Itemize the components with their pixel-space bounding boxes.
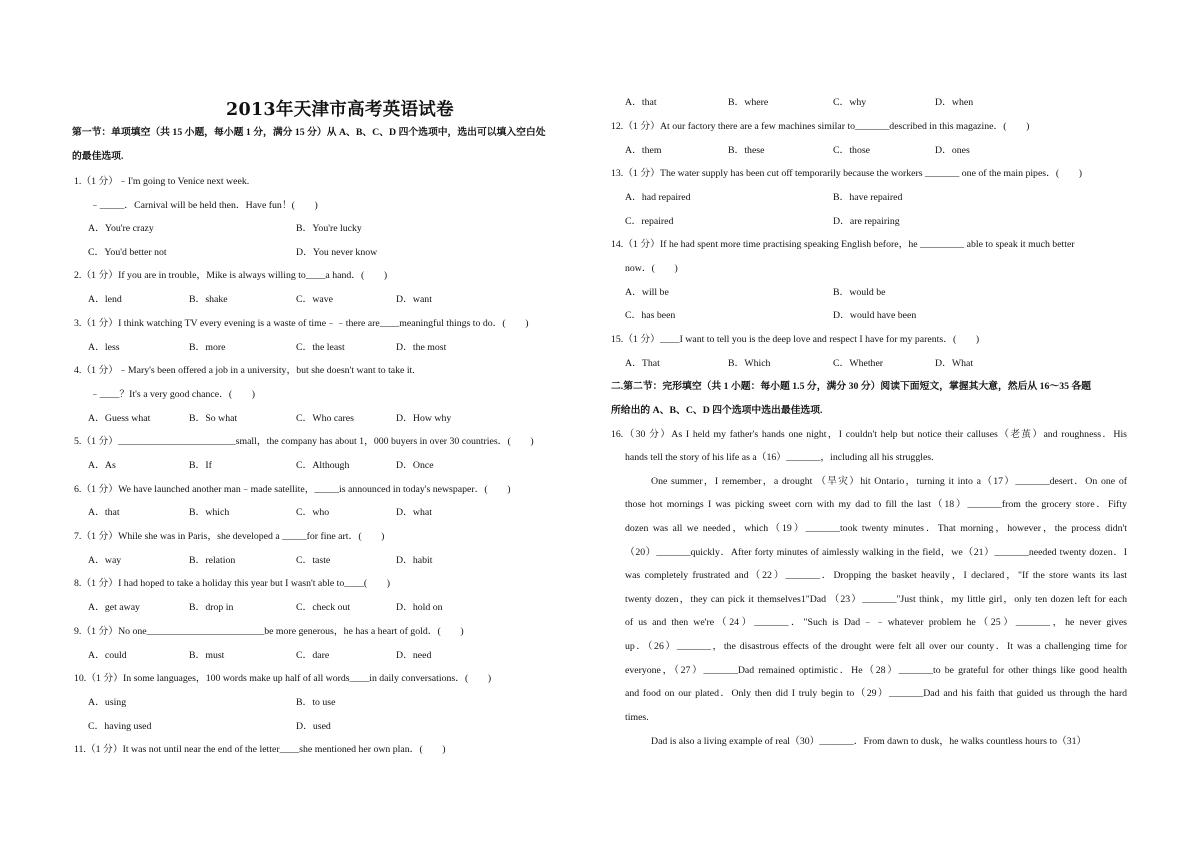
section1-instructions-cont: 的最佳选项. bbox=[72, 151, 124, 162]
question-6-option-a[interactable]: A．that bbox=[88, 507, 120, 518]
question-2-option-b[interactable]: B．shake bbox=[189, 294, 228, 305]
question-2-option-a[interactable]: A．lend bbox=[88, 294, 122, 305]
question-2-option-d[interactable]: D．want bbox=[396, 294, 432, 305]
question-1-option-c[interactable]: C．You'd better not bbox=[88, 247, 167, 258]
question-15-stem: 15.（1 分）____I want to tell you is the deep love and respect I have for my parents．( ) bbox=[611, 334, 980, 345]
question-5-option-b[interactable]: B．If bbox=[189, 460, 212, 471]
question-1-option-b[interactable]: B．You're lucky bbox=[296, 223, 362, 234]
question-8-option-a[interactable]: A．get away bbox=[88, 602, 140, 613]
question-9-option-a[interactable]: A．could bbox=[88, 650, 127, 661]
question-5-option-c[interactable]: C．Although bbox=[296, 460, 350, 471]
question-14-option-b[interactable]: B．would be bbox=[833, 287, 886, 298]
section1-instructions: 第一节：单项填空（共 15 小题，每小题 1 分，满分 15 分）从 A、B、C、D 四个选项中，选出可以填入空白处 bbox=[72, 127, 546, 138]
question-7-option-d[interactable]: D．habit bbox=[396, 555, 433, 566]
passage-line: everyone，（27）_______Dad remained optimistic．He（28）_______to be grateful for other things like good health bbox=[625, 665, 1127, 676]
question-1-stem-line2: ﹣_____．Carnival will be held then．Have fun！( ) bbox=[90, 200, 318, 211]
passage-line: was completely frustrated and（22）_______．Dropping the basket heavily，I declared，"If the store wants its last bbox=[625, 570, 1127, 581]
passage-line: twenty dozen，they can pick it themselves1"Dad （23）_______"Just think，my little girl，only ten dozen left for each bbox=[625, 594, 1127, 605]
question-14-option-d[interactable]: D．would have been bbox=[833, 310, 917, 321]
question-14-option-c[interactable]: C．has been bbox=[625, 310, 676, 321]
question-13-option-c[interactable]: C．repaired bbox=[625, 216, 674, 227]
question-4-option-a[interactable]: A．Guess what bbox=[88, 413, 151, 424]
question-3-stem: 3.（1 分）I think watching TV every evening is a waste of time﹣﹣there are____meaningful things to do．( ) bbox=[74, 318, 529, 329]
passage-line: and food on our plated．Only then did I truly begin to（29）_______Dad and his faith that guided us through the hard bbox=[625, 688, 1127, 699]
question-4-option-c[interactable]: C．Who cares bbox=[296, 413, 354, 424]
question-5-stem: 5.（1 分）________________________small，the company has about 1，000 buyers in over 30 countries．( ) bbox=[74, 436, 534, 447]
question-12-option-b[interactable]: B．these bbox=[728, 145, 765, 156]
question-5-option-d[interactable]: D．Once bbox=[396, 460, 434, 471]
question-2-stem: 2.（1 分）If you are in trouble，Mike is always willing to____a hand．( ) bbox=[74, 270, 388, 281]
question-12-option-d[interactable]: D．ones bbox=[935, 145, 970, 156]
question-8-option-b[interactable]: B．drop in bbox=[189, 602, 234, 613]
question-13-stem: 13.（1 分）The water supply has been cut off temporarily because the workers _______ one of the main pipes．( ) bbox=[611, 168, 1083, 179]
question-15-option-d[interactable]: D．What bbox=[935, 358, 974, 369]
section2-instructions-cont: 所给出的 A、B、C、D 四个选项中选出最佳选项. bbox=[611, 405, 823, 416]
question-1-stem: 1.（1 分）﹣I'm going to Venice next week. bbox=[74, 176, 250, 187]
question-7-option-c[interactable]: C．taste bbox=[296, 555, 331, 566]
question-4-stem: 4.（1 分）﹣Mary's been offered a job in a university，but she doesn't want to take it. bbox=[74, 365, 415, 376]
passage-line: hands tell the story of his life as a（16）_______，including all his struggles. bbox=[625, 452, 934, 463]
question-7-option-b[interactable]: B．relation bbox=[189, 555, 236, 566]
section2-instructions: 二.第二节：完形填空（共 1 小题：每小题 1.5 分，满分 30 分）阅读下面短文，掌握其大意，然后从 16～35 各题 bbox=[611, 381, 1092, 392]
question-4-option-b[interactable]: B．So what bbox=[189, 413, 238, 424]
question-8-option-c[interactable]: C．check out bbox=[296, 602, 351, 613]
question-10-option-b[interactable]: B．to use bbox=[296, 697, 336, 708]
question-13-option-d[interactable]: D．are repairing bbox=[833, 216, 900, 227]
question-6-option-b[interactable]: B．which bbox=[189, 507, 230, 518]
question-2-option-c[interactable]: C．wave bbox=[296, 294, 334, 305]
question-14-option-a[interactable]: A．will be bbox=[625, 287, 669, 298]
question-10-option-a[interactable]: A．using bbox=[88, 697, 127, 708]
question-6-stem: 6.（1 分）We have launched another man﹣made satellite，_____is announced in today's newspaper．( ) bbox=[74, 484, 511, 495]
question-10-stem: 10.（1 分）In some languages，100 words make up half of all words____in daily conversations．( ) bbox=[74, 673, 492, 684]
question-6-option-c[interactable]: C．who bbox=[296, 507, 330, 518]
question-3-option-b[interactable]: B．more bbox=[189, 342, 226, 353]
question-3-option-a[interactable]: A．less bbox=[88, 342, 120, 353]
passage-line: One summer，I remember，a drought （旱灾）hit Ontario，turning it into a（17）_______desert．On one of bbox=[651, 476, 1127, 487]
passage-line: those hot mornings I was picking sweet corn with my dad to fill the last（18）_______from the grocery store．Fifty bbox=[625, 499, 1127, 510]
passage-line: up．（26）_______，the disastrous effects of the drought were felt all over our county．It was a challenging time for bbox=[625, 641, 1127, 652]
question-13-option-a[interactable]: A．had repaired bbox=[625, 192, 691, 203]
question-12-option-a[interactable]: A．them bbox=[625, 145, 662, 156]
question-9-option-c[interactable]: C．dare bbox=[296, 650, 330, 661]
question-1-option-a[interactable]: A．You're crazy bbox=[88, 223, 154, 234]
passage-line: 16.（30 分）As I held my father's hands one night，I couldn't help but notice their calluses（老茧）and roughness．His bbox=[611, 429, 1127, 440]
question-11-option-d[interactable]: D．when bbox=[935, 97, 974, 108]
passage-line: times. bbox=[625, 712, 649, 723]
question-10-option-d[interactable]: D．used bbox=[296, 721, 331, 732]
question-11-option-a[interactable]: A．that bbox=[625, 97, 657, 108]
passage-line: of us and then we're（24）_______．"Such is Dad﹣﹣whatever problem he（25）_______，he never gives bbox=[625, 617, 1127, 628]
page-title: 2013年天津市高考英语试卷 bbox=[226, 100, 454, 120]
question-15-option-c[interactable]: C．Whether bbox=[833, 358, 884, 369]
passage-line: dozen was all we needed，which（19）_______took twenty minutes．That morning，however，the process didn't bbox=[625, 523, 1127, 534]
question-10-option-c[interactable]: C．having used bbox=[88, 721, 152, 732]
question-9-option-b[interactable]: B．must bbox=[189, 650, 225, 661]
question-14-stem-line2: now．( ) bbox=[625, 263, 678, 274]
question-12-stem: 12.（1 分）At our factory there are a few machines similar to_______described in this magazine．( ) bbox=[611, 121, 1030, 132]
question-4-stem-line2: ﹣____？It's a very good chance．( ) bbox=[90, 389, 256, 400]
question-4-option-d[interactable]: D．How why bbox=[396, 413, 452, 424]
question-9-stem: 9.（1 分）No one________________________be more generous，he has a heart of gold．( ) bbox=[74, 626, 464, 637]
question-15-option-a[interactable]: A．That bbox=[625, 358, 660, 369]
question-3-option-c[interactable]: C．the least bbox=[296, 342, 345, 353]
question-12-option-c[interactable]: C．those bbox=[833, 145, 871, 156]
question-15-option-b[interactable]: B．Which bbox=[728, 358, 771, 369]
question-8-option-d[interactable]: D．hold on bbox=[396, 602, 443, 613]
question-11-option-c[interactable]: C．why bbox=[833, 97, 867, 108]
question-7-option-a[interactable]: A．way bbox=[88, 555, 122, 566]
question-8-stem: 8.（1 分）I had hoped to take a holiday this year but I wasn't able to____( ) bbox=[74, 578, 391, 589]
passage-line: （20）_______quickly．After forty minutes of aimlessly walking in the field，we（21）_______needed twenty dozen．I bbox=[625, 547, 1127, 558]
question-11-stem: 11.（1 分）It was not until near the end of the letter____she mentioned her own plan．( ) bbox=[74, 744, 446, 755]
question-5-option-a[interactable]: A．As bbox=[88, 460, 116, 471]
question-6-option-d[interactable]: D．what bbox=[396, 507, 432, 518]
question-11-option-b[interactable]: B．where bbox=[728, 97, 769, 108]
question-9-option-d[interactable]: D．need bbox=[396, 650, 432, 661]
passage-line: Dad is also a living example of real（30）_______．From dawn to dusk，he walks countless hours to（31） bbox=[651, 736, 1087, 747]
question-7-stem: 7.（1 分）While she was in Paris，she developed a _____for fine art．( ) bbox=[74, 531, 385, 542]
question-1-option-d[interactable]: D．You never know bbox=[296, 247, 378, 258]
question-13-option-b[interactable]: B．have repaired bbox=[833, 192, 903, 203]
question-14-stem: 14.（1 分）If he had spent more time practising speaking English before，he _________ able to speak it much better bbox=[611, 239, 1075, 250]
question-3-option-d[interactable]: D．the most bbox=[396, 342, 447, 353]
